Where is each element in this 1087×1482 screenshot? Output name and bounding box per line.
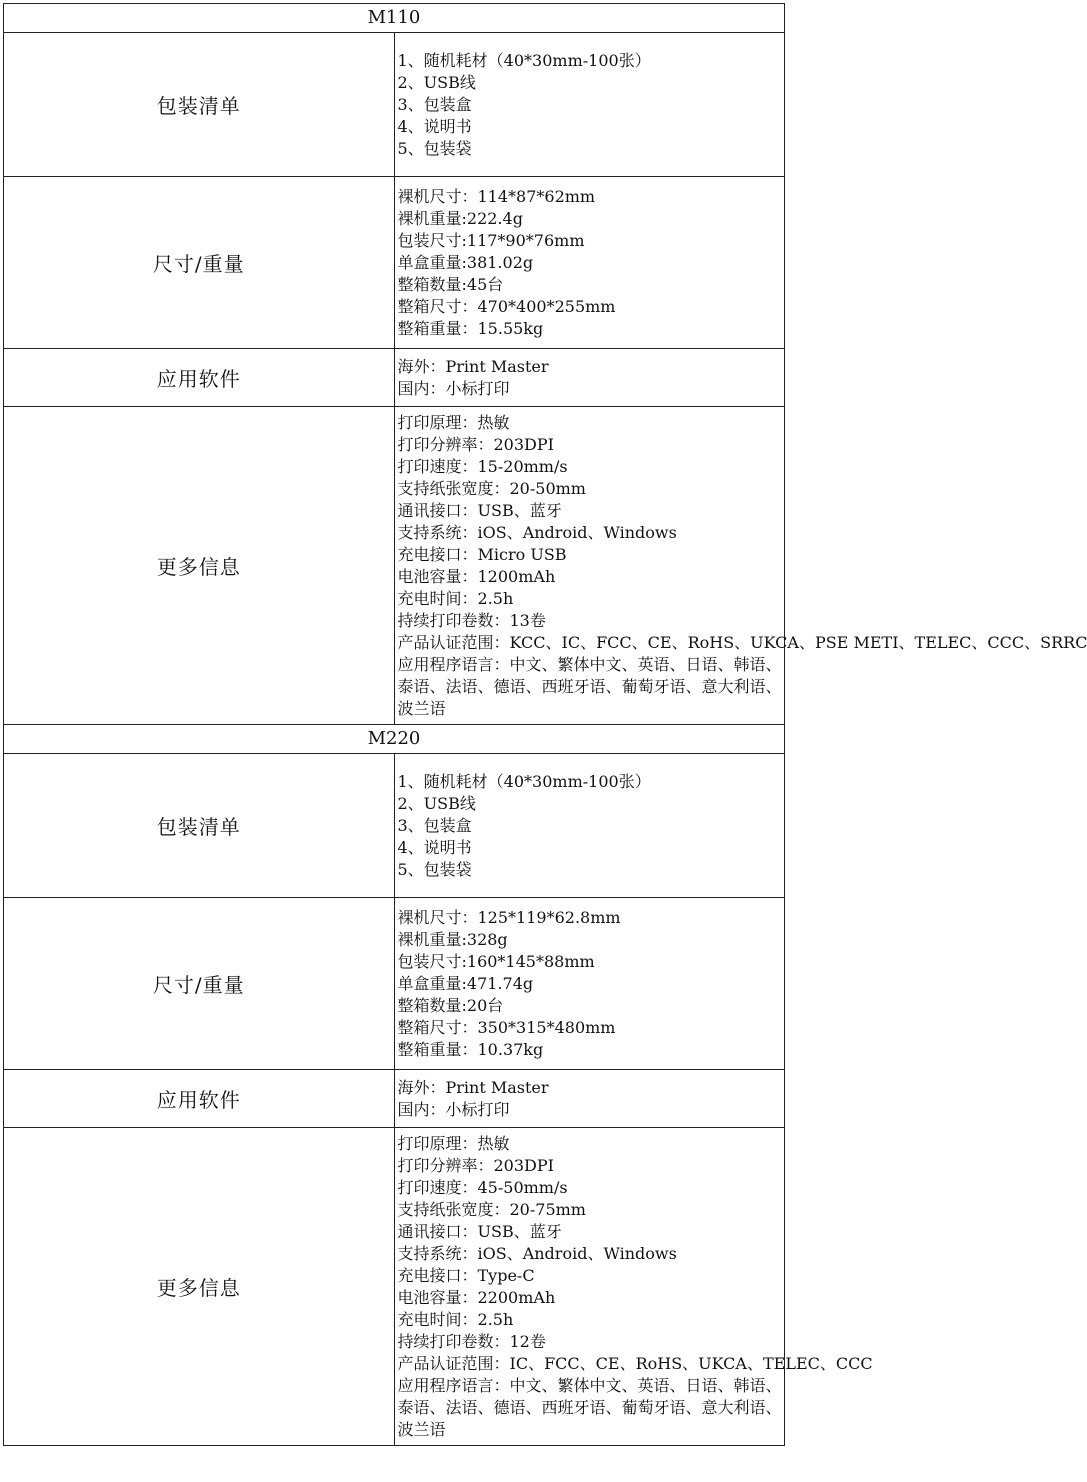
spec-line: 通讯接口：USB、蓝牙 bbox=[397, 1221, 562, 1241]
model-name: M220 bbox=[4, 725, 785, 754]
section-label: 更多信息 bbox=[4, 1128, 395, 1446]
spec-line: 单盒重量:471.74g bbox=[397, 973, 534, 993]
section-row-more-info bbox=[4, 1128, 785, 1446]
section-content bbox=[394, 1070, 785, 1128]
spec-sheet bbox=[3, 3, 1087, 1446]
section-content bbox=[394, 898, 785, 1070]
spec-line: 持续打印卷数：12卷 bbox=[397, 1331, 546, 1351]
model-name: M110 bbox=[4, 4, 785, 33]
spec-line: 打印原理：热敏 bbox=[397, 1133, 510, 1153]
spec-line: 通讯接口：USB、蓝牙 bbox=[397, 500, 562, 520]
spec-line: 2、USB线 bbox=[397, 793, 476, 813]
section-content bbox=[394, 177, 785, 349]
spec-line: 单盒重量:381.02g bbox=[397, 252, 534, 272]
section-row-packing-list bbox=[4, 33, 785, 177]
section-row-app-software bbox=[4, 349, 785, 407]
spec-line: 整箱尺寸：470*400*255mm bbox=[397, 296, 616, 316]
spec-line: 海外：Print Master bbox=[397, 356, 549, 376]
spec-line: 5、包装袋 bbox=[397, 859, 472, 879]
section-row-packing-list bbox=[4, 754, 785, 898]
spec-line: 电池容量：2200mAh bbox=[397, 1287, 556, 1307]
spec-line: 支持系统：iOS、Android、Windows bbox=[397, 1243, 677, 1263]
spec-line: 整箱数量:45台 bbox=[397, 274, 504, 294]
section-row-dimensions-weight bbox=[4, 898, 785, 1070]
spec-line: 打印分辨率：203DPI bbox=[397, 434, 554, 454]
spec-table bbox=[3, 3, 1087, 1446]
section-label: 尺寸/重量 bbox=[4, 898, 395, 1070]
spec-line: 裸机尺寸：114*87*62mm bbox=[397, 186, 596, 206]
spec-line: 整箱尺寸：350*315*480mm bbox=[397, 1017, 616, 1037]
model-header-row bbox=[4, 725, 785, 754]
spec-line: 国内：小标打印 bbox=[397, 1099, 510, 1119]
spec-line: 5、包装袋 bbox=[397, 138, 472, 158]
section-row-app-software bbox=[4, 1070, 785, 1128]
spec-line: 支持纸张宽度：20-75mm bbox=[397, 1199, 586, 1219]
spec-line: 裸机重量:222.4g bbox=[397, 208, 523, 228]
spec-line: 整箱重量：10.37kg bbox=[397, 1039, 544, 1059]
spec-line: 裸机尺寸：125*119*62.8mm bbox=[397, 907, 621, 927]
spec-line: 应用程序语言：中文、繁体中文、英语、日语、韩语、泰语、法语、德语、西班牙语、葡萄牙语、意大利语、波兰语 bbox=[397, 654, 782, 718]
spec-line: 裸机重量:328g bbox=[397, 929, 508, 949]
spec-line: 1、随机耗材（40*30mm-100张） bbox=[397, 50, 651, 70]
section-label: 尺寸/重量 bbox=[4, 177, 395, 349]
spec-line: 打印原理：热敏 bbox=[397, 412, 510, 432]
spec-line: 产品认证范围：KCC、IC、FCC、CE、RoHS、UKCA、PSE METI、TELEC、CCC、SRRC bbox=[397, 632, 1087, 652]
spec-table-body bbox=[4, 4, 1087, 1446]
spec-line: 1、随机耗材（40*30mm-100张） bbox=[397, 771, 651, 791]
spec-line: 充电接口：Micro USB bbox=[397, 544, 567, 564]
section-label: 应用软件 bbox=[4, 1070, 395, 1128]
spec-line: 包装尺寸:117*90*76mm bbox=[397, 230, 585, 250]
spec-line: 海外：Print Master bbox=[397, 1077, 549, 1097]
spec-line: 持续打印卷数：13卷 bbox=[397, 610, 546, 630]
spec-line: 应用程序语言：中文、繁体中文、英语、日语、韩语、泰语、法语、德语、西班牙语、葡萄牙语、意大利语、波兰语 bbox=[397, 1375, 782, 1439]
spec-line: 3、包装盒 bbox=[397, 815, 472, 835]
spec-line: 电池容量：1200mAh bbox=[397, 566, 556, 586]
section-content bbox=[394, 349, 785, 407]
spec-line: 整箱数量:20台 bbox=[397, 995, 504, 1015]
spec-line: 整箱重量：15.55kg bbox=[397, 318, 544, 338]
spec-line: 充电接口：Type-C bbox=[397, 1265, 535, 1285]
spec-line: 支持系统：iOS、Android、Windows bbox=[397, 522, 677, 542]
spec-line: 充电时间：2.5h bbox=[397, 1309, 514, 1329]
section-label: 包装清单 bbox=[4, 33, 395, 177]
section-content bbox=[394, 33, 785, 177]
spec-line: 打印分辨率：203DPI bbox=[397, 1155, 554, 1175]
section-label: 包装清单 bbox=[4, 754, 395, 898]
section-row-more-info bbox=[4, 407, 785, 725]
spec-line: 4、说明书 bbox=[397, 837, 472, 857]
section-content bbox=[394, 1128, 873, 1446]
section-row-dimensions-weight bbox=[4, 177, 785, 349]
spec-line: 支持纸张宽度：20-50mm bbox=[397, 478, 586, 498]
spec-line: 3、包装盒 bbox=[397, 94, 472, 114]
spec-line: 2、USB线 bbox=[397, 72, 476, 92]
spec-line: 产品认证范围：IC、FCC、CE、RoHS、UKCA、TELEC、CCC bbox=[397, 1353, 873, 1373]
spec-line: 充电时间：2.5h bbox=[397, 588, 514, 608]
section-label: 更多信息 bbox=[4, 407, 395, 725]
spec-line: 4、说明书 bbox=[397, 116, 472, 136]
spec-line: 包装尺寸:160*145*88mm bbox=[397, 951, 595, 971]
section-label: 应用软件 bbox=[4, 349, 395, 407]
spec-line: 打印速度：15-20mm/s bbox=[397, 456, 568, 476]
section-content bbox=[394, 407, 1087, 725]
section-content bbox=[394, 754, 785, 898]
spec-line: 打印速度：45-50mm/s bbox=[397, 1177, 568, 1197]
model-header-row bbox=[4, 4, 785, 33]
spec-line: 国内：小标打印 bbox=[397, 378, 510, 398]
